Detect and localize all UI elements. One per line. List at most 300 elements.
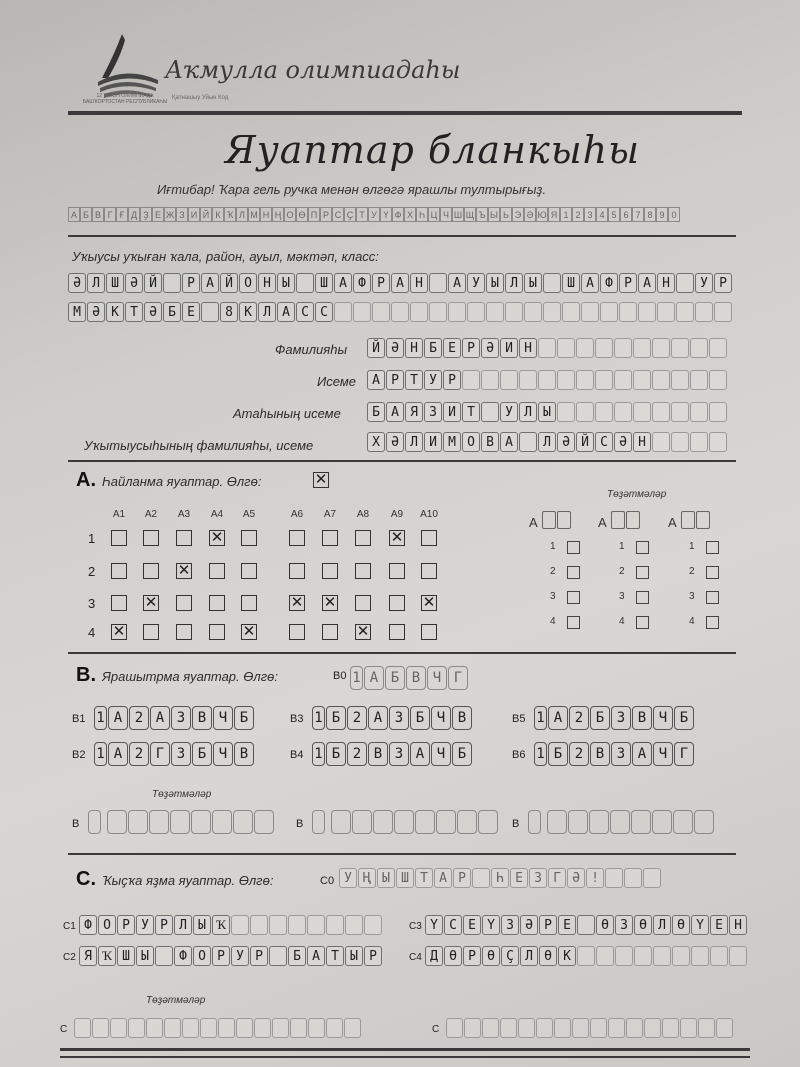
empty-cell[interactable] — [652, 338, 670, 358]
empty-cell[interactable] — [652, 432, 670, 452]
correction-cell[interactable] — [254, 810, 274, 834]
answer-checkbox[interactable] — [241, 530, 257, 546]
answer-cell[interactable]: 1 — [312, 742, 325, 766]
answer-cell[interactable]: Ө — [444, 946, 462, 966]
empty-cell[interactable] — [364, 915, 382, 935]
empty-cell[interactable] — [709, 432, 727, 452]
empty-cell[interactable] — [695, 302, 713, 322]
letter-cell[interactable]: М — [443, 432, 461, 452]
answer-cell[interactable]: 1 — [312, 706, 325, 730]
letter-cell[interactable]: С — [315, 302, 333, 322]
empty-cell[interactable] — [633, 402, 651, 422]
answer-cell[interactable]: В — [234, 742, 254, 766]
correction-box[interactable] — [557, 511, 571, 529]
letter-cell[interactable]: Ы — [486, 273, 504, 293]
empty-cell[interactable] — [334, 302, 352, 322]
answer-cell[interactable]: Б — [410, 706, 430, 730]
answer-checkbox[interactable] — [355, 563, 371, 579]
letter-cell[interactable]: Л — [505, 273, 523, 293]
answer-cell[interactable]: Ч — [213, 706, 233, 730]
correction-cell[interactable] — [272, 1018, 289, 1038]
letter-cell[interactable]: Н — [410, 273, 428, 293]
letter-cell[interactable]: С — [595, 432, 613, 452]
correction-cell[interactable] — [415, 810, 435, 834]
letter-cell[interactable]: М — [68, 302, 86, 322]
answer-cell[interactable]: Ү — [691, 915, 709, 935]
answer-cell[interactable]: Ү — [482, 915, 500, 935]
correction-checkbox[interactable] — [567, 566, 580, 579]
letter-cell[interactable]: А — [448, 273, 466, 293]
correction-cell[interactable] — [88, 810, 101, 834]
correction-cell[interactable] — [308, 1018, 325, 1038]
letter-cell[interactable]: А — [500, 432, 518, 452]
answer-cell[interactable]: 2 — [569, 706, 589, 730]
answer-cell[interactable]: 3 — [611, 706, 631, 730]
answer-checkbox[interactable] — [241, 563, 257, 579]
correction-cell[interactable] — [218, 1018, 235, 1038]
answer-checkbox[interactable]: ✕ — [112, 623, 126, 640]
correction-cell[interactable] — [694, 810, 714, 834]
letter-cell[interactable]: Й — [367, 338, 385, 358]
empty-cell[interactable] — [614, 338, 632, 358]
empty-cell[interactable] — [519, 370, 537, 390]
empty-cell[interactable] — [690, 338, 708, 358]
empty-cell[interactable] — [729, 946, 747, 966]
correction-cell[interactable] — [170, 810, 190, 834]
letter-cell[interactable]: У — [467, 273, 485, 293]
correction-cell[interactable] — [326, 1018, 343, 1038]
answer-cell[interactable]: З — [501, 915, 519, 935]
letter-cell[interactable]: А — [201, 273, 219, 293]
correction-box[interactable] — [626, 511, 640, 529]
letter-cell[interactable]: Й — [144, 273, 162, 293]
correction-cell[interactable] — [500, 1018, 517, 1038]
answer-cell[interactable]: Ө — [596, 915, 614, 935]
empty-cell[interactable] — [307, 915, 325, 935]
letter-cell[interactable]: Ә — [614, 432, 632, 452]
correction-cell[interactable] — [589, 810, 609, 834]
letter-cell[interactable]: О — [239, 273, 257, 293]
answer-cell[interactable]: Р — [117, 915, 135, 935]
letter-cell[interactable]: У — [695, 273, 713, 293]
answer-checkbox[interactable] — [143, 624, 159, 640]
letter-cell[interactable]: А — [367, 370, 385, 390]
empty-cell[interactable] — [614, 402, 632, 422]
answer-checkbox[interactable] — [421, 563, 437, 579]
answer-cell[interactable]: З — [615, 915, 633, 935]
correction-cell[interactable] — [662, 1018, 679, 1038]
answer-cell[interactable]: Т — [326, 946, 344, 966]
empty-cell[interactable] — [576, 402, 594, 422]
letter-cell[interactable]: Р — [443, 370, 461, 390]
answer-cell[interactable]: 1 — [94, 706, 107, 730]
correction-cell[interactable] — [673, 810, 693, 834]
letter-cell[interactable]: Л — [538, 432, 556, 452]
empty-cell[interactable] — [709, 338, 727, 358]
correction-cell[interactable] — [107, 810, 127, 834]
correction-cell[interactable] — [631, 810, 651, 834]
correction-cell[interactable] — [547, 810, 567, 834]
answer-cell[interactable]: Ч — [213, 742, 233, 766]
empty-cell[interactable] — [288, 915, 306, 935]
letter-cell[interactable]: Ә — [87, 302, 105, 322]
answer-cell[interactable] — [269, 946, 287, 966]
answer-checkbox[interactable]: ✕ — [290, 594, 304, 611]
letter-cell[interactable]: И — [443, 402, 461, 422]
letter-cell[interactable]: А — [581, 273, 599, 293]
letter-cell[interactable]: Ә — [144, 302, 162, 322]
correction-cell[interactable] — [149, 810, 169, 834]
empty-cell[interactable] — [481, 370, 499, 390]
letter-cell[interactable]: Ф — [600, 273, 618, 293]
empty-cell[interactable] — [671, 338, 689, 358]
answer-cell[interactable]: Ч — [431, 742, 451, 766]
letter-cell[interactable]: Ш — [315, 273, 333, 293]
answer-checkbox[interactable]: ✕ — [242, 623, 256, 640]
empty-cell[interactable] — [595, 402, 613, 422]
correction-cell[interactable] — [200, 1018, 217, 1038]
letter-cell[interactable]: Н — [657, 273, 675, 293]
correction-cell[interactable] — [716, 1018, 733, 1038]
letter-cell[interactable]: А — [277, 302, 295, 322]
letter-cell[interactable]: Р — [386, 370, 404, 390]
letter-cell[interactable]: Н — [519, 338, 537, 358]
empty-cell[interactable] — [595, 370, 613, 390]
answer-checkbox[interactable] — [322, 563, 338, 579]
letter-cell[interactable]: Л — [519, 402, 537, 422]
correction-checkbox[interactable] — [636, 616, 649, 629]
correction-cell[interactable] — [536, 1018, 553, 1038]
letter-cell[interactable]: 8 — [220, 302, 238, 322]
correction-checkbox[interactable] — [567, 541, 580, 554]
answer-row[interactable] — [425, 946, 748, 966]
answer-cell[interactable]: Р — [364, 946, 382, 966]
correction-cell[interactable] — [478, 810, 498, 834]
empty-cell[interactable] — [614, 370, 632, 390]
answer-cell[interactable]: А — [368, 706, 388, 730]
empty-cell[interactable] — [652, 370, 670, 390]
answer-cell[interactable]: Г — [674, 742, 694, 766]
letter-cell[interactable] — [481, 402, 499, 422]
correction-cell[interactable] — [528, 810, 541, 834]
letter-cell[interactable]: Р — [182, 273, 200, 293]
letter-cell[interactable]: Ш — [106, 273, 124, 293]
letter-cell[interactable]: Е — [182, 302, 200, 322]
correction-row[interactable] — [88, 810, 275, 834]
correction-cell[interactable] — [74, 1018, 91, 1038]
correction-box[interactable] — [611, 511, 625, 529]
correction-cell[interactable] — [626, 1018, 643, 1038]
correction-checkbox[interactable] — [706, 541, 719, 554]
letter-cell[interactable]: Ш — [562, 273, 580, 293]
correction-cell[interactable] — [568, 810, 588, 834]
answer-cell[interactable]: В — [368, 742, 388, 766]
answer-cell[interactable]: У — [231, 946, 249, 966]
answer-cell[interactable]: Г — [150, 742, 170, 766]
answer-checkbox[interactable] — [389, 595, 405, 611]
letter-cell[interactable]: С — [296, 302, 314, 322]
letter-cell[interactable]: Р — [619, 273, 637, 293]
letter-cell[interactable] — [676, 273, 694, 293]
answer-cell[interactable]: К — [558, 946, 576, 966]
empty-cell[interactable] — [690, 402, 708, 422]
answer-checkbox[interactable] — [111, 595, 127, 611]
answer-cell[interactable]: Б — [326, 706, 346, 730]
answer-cell[interactable]: 1 — [534, 742, 547, 766]
letter-cell[interactable]: Х — [367, 432, 385, 452]
letter-cell[interactable]: Т — [405, 370, 423, 390]
letter-cell[interactable]: К — [239, 302, 257, 322]
empty-cell[interactable] — [691, 946, 709, 966]
empty-cell[interactable] — [505, 302, 523, 322]
empty-cell[interactable] — [671, 432, 689, 452]
answer-cell[interactable]: Ө — [634, 915, 652, 935]
empty-cell[interactable] — [467, 302, 485, 322]
empty-cell[interactable] — [581, 302, 599, 322]
answer-cell[interactable]: Р — [212, 946, 230, 966]
empty-cell[interactable] — [672, 946, 690, 966]
correction-cell[interactable] — [146, 1018, 163, 1038]
answer-checkbox[interactable] — [241, 595, 257, 611]
answer-cell[interactable]: Л — [174, 915, 192, 935]
letter-cell[interactable]: Б — [163, 302, 181, 322]
answer-cell[interactable]: С — [444, 915, 462, 935]
correction-cell[interactable] — [191, 810, 211, 834]
letter-cell[interactable]: Л — [405, 432, 423, 452]
answer-checkbox[interactable]: ✕ — [356, 623, 370, 640]
empty-cell[interactable] — [557, 370, 575, 390]
answer-row[interactable] — [79, 946, 383, 966]
letter-cell[interactable]: Л — [87, 273, 105, 293]
letter-cell[interactable]: И — [424, 432, 442, 452]
answer-cell[interactable] — [155, 946, 173, 966]
answer-cell[interactable]: Ү — [425, 915, 443, 935]
answer-checkbox[interactable] — [355, 530, 371, 546]
correction-checkbox[interactable] — [567, 616, 580, 629]
answer-cell[interactable]: О — [193, 946, 211, 966]
answer-checkbox[interactable]: ✕ — [422, 594, 436, 611]
answer-cell[interactable]: Ы — [193, 915, 211, 935]
correction-cell[interactable] — [182, 1018, 199, 1038]
answer-cell[interactable]: У — [136, 915, 154, 935]
empty-cell[interactable] — [714, 302, 732, 322]
answer-cell[interactable]: В — [192, 706, 212, 730]
correction-cell[interactable] — [110, 1018, 127, 1038]
empty-cell[interactable] — [638, 302, 656, 322]
letter-cell[interactable]: К — [106, 302, 124, 322]
answer-checkbox[interactable] — [389, 624, 405, 640]
answer-cell[interactable]: 2 — [129, 706, 149, 730]
correction-cell[interactable] — [164, 1018, 181, 1038]
correction-cell[interactable] — [233, 810, 253, 834]
letter-cell[interactable]: Я — [405, 402, 423, 422]
answer-cell[interactable]: Р — [250, 946, 268, 966]
letter-cell[interactable]: Е — [443, 338, 461, 358]
answer-cell[interactable]: 2 — [347, 706, 367, 730]
answer-cell[interactable]: Ө — [482, 946, 500, 966]
answer-checkbox[interactable] — [322, 530, 338, 546]
correction-cell[interactable] — [312, 810, 325, 834]
answer-checkbox[interactable] — [111, 563, 127, 579]
answer-checkbox[interactable]: ✕ — [323, 594, 337, 611]
correction-cell[interactable] — [128, 810, 148, 834]
answer-cell[interactable]: Ф — [79, 915, 97, 935]
answer-checkbox[interactable] — [209, 624, 225, 640]
answer-cell[interactable]: А — [150, 706, 170, 730]
answer-cell[interactable]: Р — [539, 915, 557, 935]
answer-checkbox[interactable] — [209, 595, 225, 611]
answer-checkbox[interactable] — [111, 530, 127, 546]
answer-cell[interactable]: Б — [548, 742, 568, 766]
answer-cell[interactable]: 3 — [389, 706, 409, 730]
empty-cell[interactable] — [709, 402, 727, 422]
correction-row[interactable] — [312, 810, 499, 834]
answer-checkbox[interactable] — [176, 624, 192, 640]
empty-cell[interactable] — [557, 338, 575, 358]
correction-cell[interactable] — [290, 1018, 307, 1038]
empty-cell[interactable] — [372, 302, 390, 322]
empty-cell[interactable] — [345, 915, 363, 935]
empty-cell[interactable] — [486, 302, 504, 322]
correction-box[interactable] — [696, 511, 710, 529]
answer-cell[interactable]: А — [632, 742, 652, 766]
answer-checkbox[interactable] — [176, 595, 192, 611]
answer-row[interactable] — [312, 706, 473, 730]
correction-cell[interactable] — [610, 810, 630, 834]
empty-cell[interactable] — [250, 915, 268, 935]
letter-cell[interactable]: О — [462, 432, 480, 452]
answer-checkbox[interactable]: ✕ — [210, 529, 224, 546]
answer-row[interactable] — [534, 742, 695, 766]
answer-row[interactable] — [94, 742, 255, 766]
empty-cell[interactable] — [538, 370, 556, 390]
answer-cell[interactable]: Ч — [653, 706, 673, 730]
school-line-2[interactable] — [68, 302, 733, 322]
answer-checkbox[interactable]: ✕ — [177, 562, 191, 579]
letter-cell[interactable] — [296, 273, 314, 293]
empty-cell[interactable] — [671, 370, 689, 390]
answer-cell[interactable]: 2 — [129, 742, 149, 766]
correction-cell[interactable] — [652, 810, 672, 834]
answer-cell[interactable]: Ы — [136, 946, 154, 966]
answer-cell[interactable]: Е — [558, 915, 576, 935]
letter-cell[interactable] — [201, 302, 219, 322]
correction-cell[interactable] — [698, 1018, 715, 1038]
empty-cell[interactable] — [557, 402, 575, 422]
empty-cell[interactable] — [690, 432, 708, 452]
empty-cell[interactable] — [448, 302, 466, 322]
correction-cell[interactable] — [394, 810, 414, 834]
answer-row[interactable] — [534, 706, 695, 730]
letter-cell[interactable]: Р — [714, 273, 732, 293]
empty-cell[interactable] — [543, 302, 561, 322]
empty-cell[interactable] — [500, 370, 518, 390]
correction-checkbox[interactable] — [567, 591, 580, 604]
answer-cell[interactable]: Б — [234, 706, 254, 730]
answer-cell[interactable]: Ҡ — [212, 915, 230, 935]
answer-row[interactable] — [312, 742, 473, 766]
empty-cell[interactable] — [524, 302, 542, 322]
name-field[interactable] — [367, 370, 728, 390]
letter-cell[interactable]: Ә — [386, 432, 404, 452]
correction-box[interactable] — [542, 511, 556, 529]
letter-cell[interactable]: А — [334, 273, 352, 293]
letter-cell[interactable]: Р — [372, 273, 390, 293]
empty-cell[interactable] — [709, 370, 727, 390]
answer-cell[interactable]: Н — [729, 915, 747, 935]
answer-row[interactable] — [94, 706, 255, 730]
correction-checkbox[interactable] — [636, 566, 649, 579]
answer-cell[interactable]: Б — [288, 946, 306, 966]
answer-row[interactable] — [79, 915, 383, 935]
letter-cell[interactable]: В — [481, 432, 499, 452]
letter-cell[interactable] — [429, 273, 447, 293]
answer-cell[interactable]: В — [590, 742, 610, 766]
answer-cell[interactable]: Ф — [174, 946, 192, 966]
letter-cell[interactable]: Б — [424, 338, 442, 358]
correction-cell[interactable] — [331, 810, 351, 834]
letter-cell[interactable]: Н — [258, 273, 276, 293]
empty-cell[interactable] — [462, 370, 480, 390]
letter-cell[interactable]: Л — [258, 302, 276, 322]
empty-cell[interactable] — [676, 302, 694, 322]
answer-cell[interactable]: Б — [326, 742, 346, 766]
correction-cell[interactable] — [236, 1018, 253, 1038]
correction-checkbox[interactable] — [706, 591, 719, 604]
answer-checkbox[interactable] — [143, 530, 159, 546]
answer-cell[interactable]: Я — [79, 946, 97, 966]
letter-cell[interactable]: Б — [367, 402, 385, 422]
empty-cell[interactable] — [562, 302, 580, 322]
empty-cell[interactable] — [595, 338, 613, 358]
letter-cell[interactable]: Ә — [481, 338, 499, 358]
answer-cell[interactable]: 3 — [389, 742, 409, 766]
empty-cell[interactable] — [231, 915, 249, 935]
empty-cell[interactable] — [576, 338, 594, 358]
answer-cell[interactable]: Ө — [672, 915, 690, 935]
empty-cell[interactable] — [633, 370, 651, 390]
empty-cell[interactable] — [577, 946, 595, 966]
correction-cell[interactable] — [554, 1018, 571, 1038]
empty-cell[interactable] — [619, 302, 637, 322]
letter-cell[interactable]: Ә — [125, 273, 143, 293]
empty-cell[interactable] — [615, 946, 633, 966]
correction-cell[interactable] — [92, 1018, 109, 1038]
answer-cell[interactable]: Б — [192, 742, 212, 766]
answer-cell[interactable]: 1 — [94, 742, 107, 766]
letter-cell[interactable] — [519, 432, 537, 452]
answer-cell[interactable]: Б — [674, 706, 694, 730]
letter-cell[interactable]: Ы — [524, 273, 542, 293]
empty-cell[interactable] — [710, 946, 728, 966]
correction-cell[interactable] — [482, 1018, 499, 1038]
answer-cell[interactable]: 1 — [534, 706, 547, 730]
teacher-field[interactable] — [367, 432, 728, 452]
answer-cell[interactable]: Ч — [431, 706, 451, 730]
answer-cell[interactable]: Б — [590, 706, 610, 730]
correction-cell[interactable] — [644, 1018, 661, 1038]
answer-cell[interactable]: Ч — [653, 742, 673, 766]
answer-cell[interactable]: Д — [425, 946, 443, 966]
correction-checkbox[interactable] — [636, 591, 649, 604]
empty-cell[interactable] — [538, 338, 556, 358]
letter-cell[interactable]: Ы — [277, 273, 295, 293]
letter-cell[interactable]: Ә — [68, 273, 86, 293]
letter-cell[interactable] — [163, 273, 181, 293]
answer-cell[interactable]: Р — [155, 915, 173, 935]
answer-cell[interactable] — [577, 915, 595, 935]
empty-cell[interactable] — [269, 915, 287, 935]
